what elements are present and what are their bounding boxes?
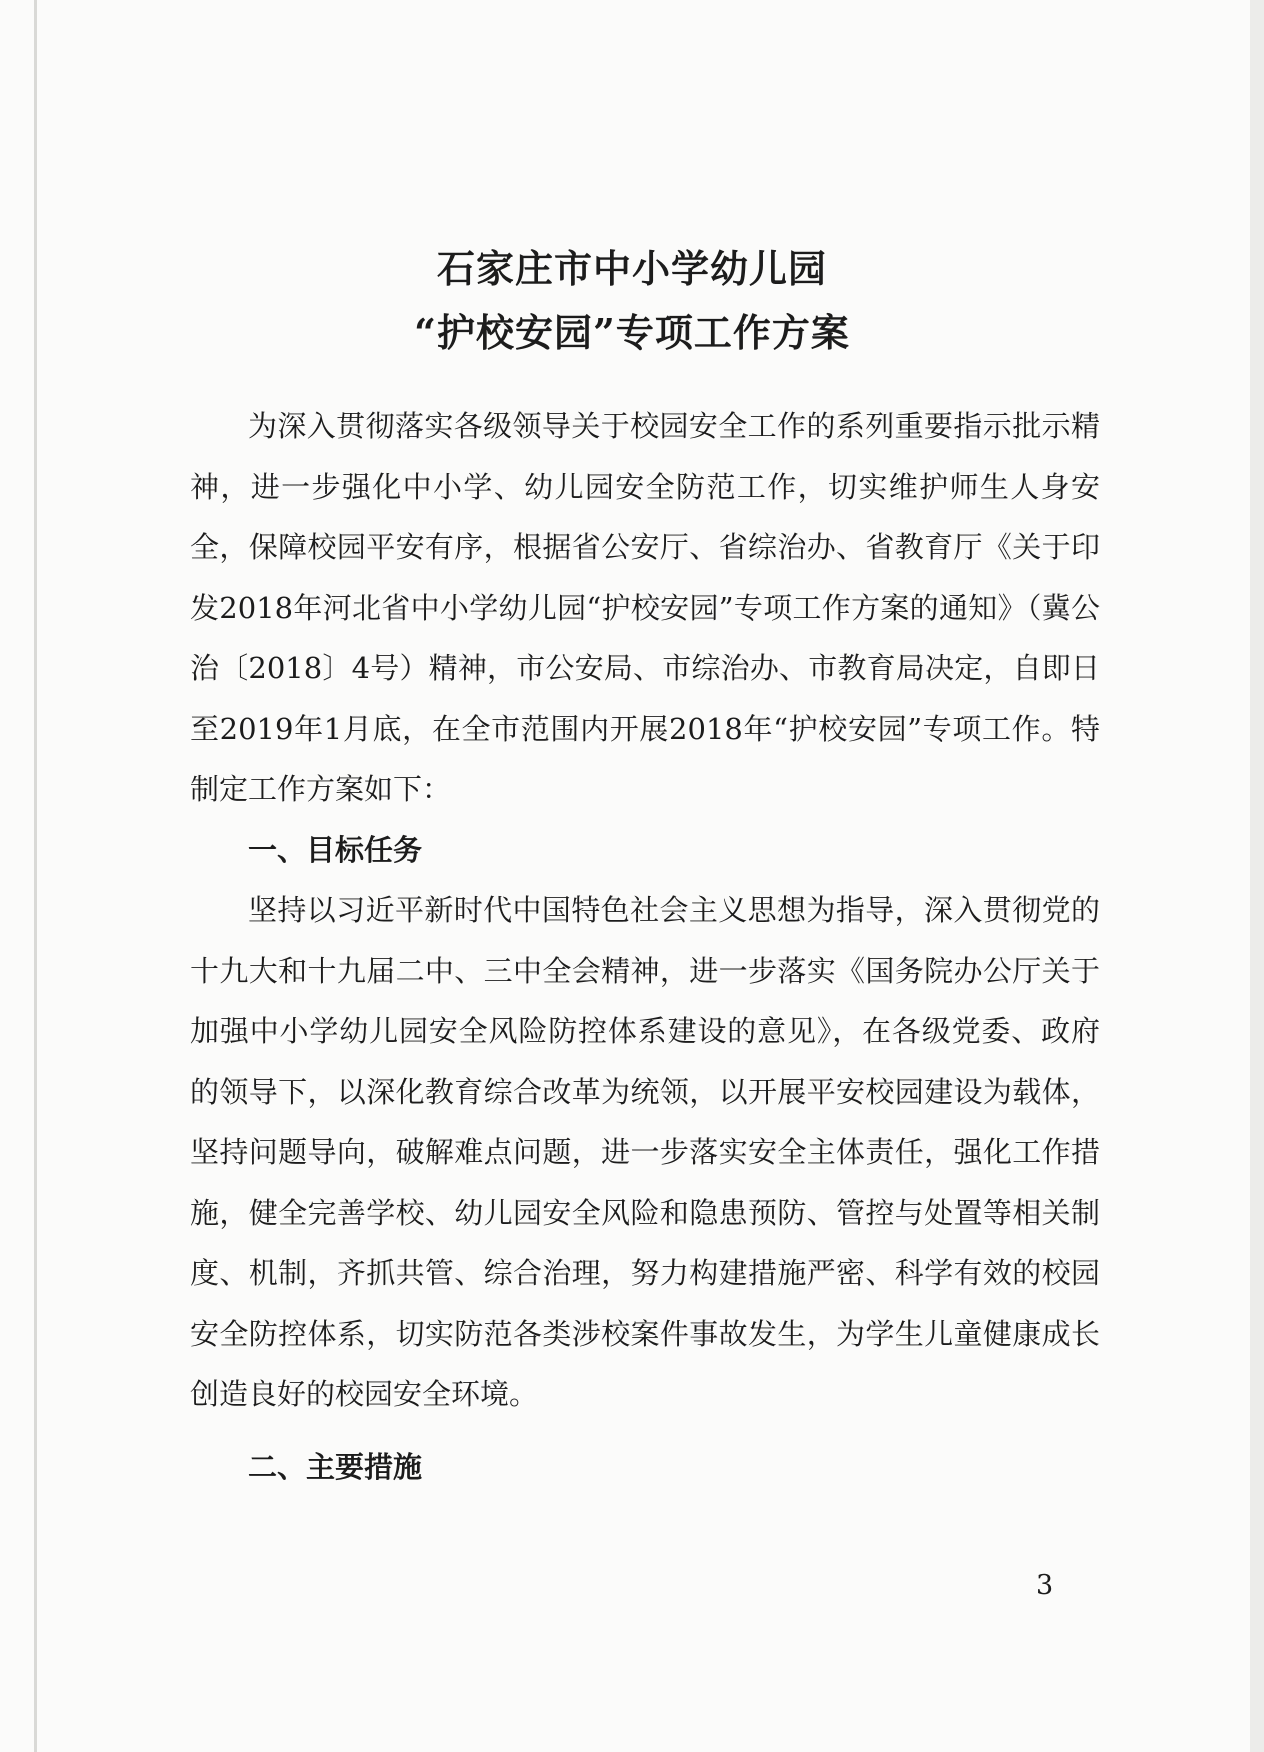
goals-paragraph: 坚持以习近平新时代中国特色社会主义思想为指导，深入贯彻党的十九大和十九届二中、三中全会精神，进一步落实《国务院办公厅关于加强中小学幼儿园安全风险防控体系建设的意见》，在各级党委、政府的领导下，以深化教育综合改革为统领，以开展平安校园建设为载体，坚持问题导向，破解难点问题，进一步落实安全主体责任，强化工作措施，健全完善学校、幼儿园安全风险和隐患预防、管控与处置等相关制度、机制，齐抓共管、综合治理，努力构建措施严密、科学有效的校园安全防控体系，切实防范各类涉校案件事故发生，为学生儿童健康成长创造良好的校园安全环境。 bbox=[190, 893, 1100, 1411]
document-title-line-2: “护校安园”专项工作方案 bbox=[414, 310, 850, 355]
section-heading-goals: 一、目标任务 bbox=[248, 832, 423, 867]
section-heading-measures: 二、主要措施 bbox=[248, 1449, 423, 1484]
page-number: 3 bbox=[1036, 1570, 1054, 1601]
intro-paragraph: 为深入贯彻落实各级领导关于校园安全工作的系列重要指示批示精神，进一步强化中小学、幼儿园安全防范工作，切实维护师生人身安全，保障校园平安有序，根据省公安厅、省综治办、省教育厅《关于印发2018年河北省中小学幼儿园“护校安园”专项工作方案的通知》（冀公治〔2018〕4号）精神，市公安局、市综治办、市教育局决定，自即日至2019年1月底，在全市范围内开展2018年“护校安园”专项工作。特制定工作方案如下： bbox=[190, 409, 1100, 806]
document-body bbox=[190, 396, 1100, 1497]
document-title-line-1: 石家庄市中小学幼儿园 bbox=[436, 246, 827, 291]
